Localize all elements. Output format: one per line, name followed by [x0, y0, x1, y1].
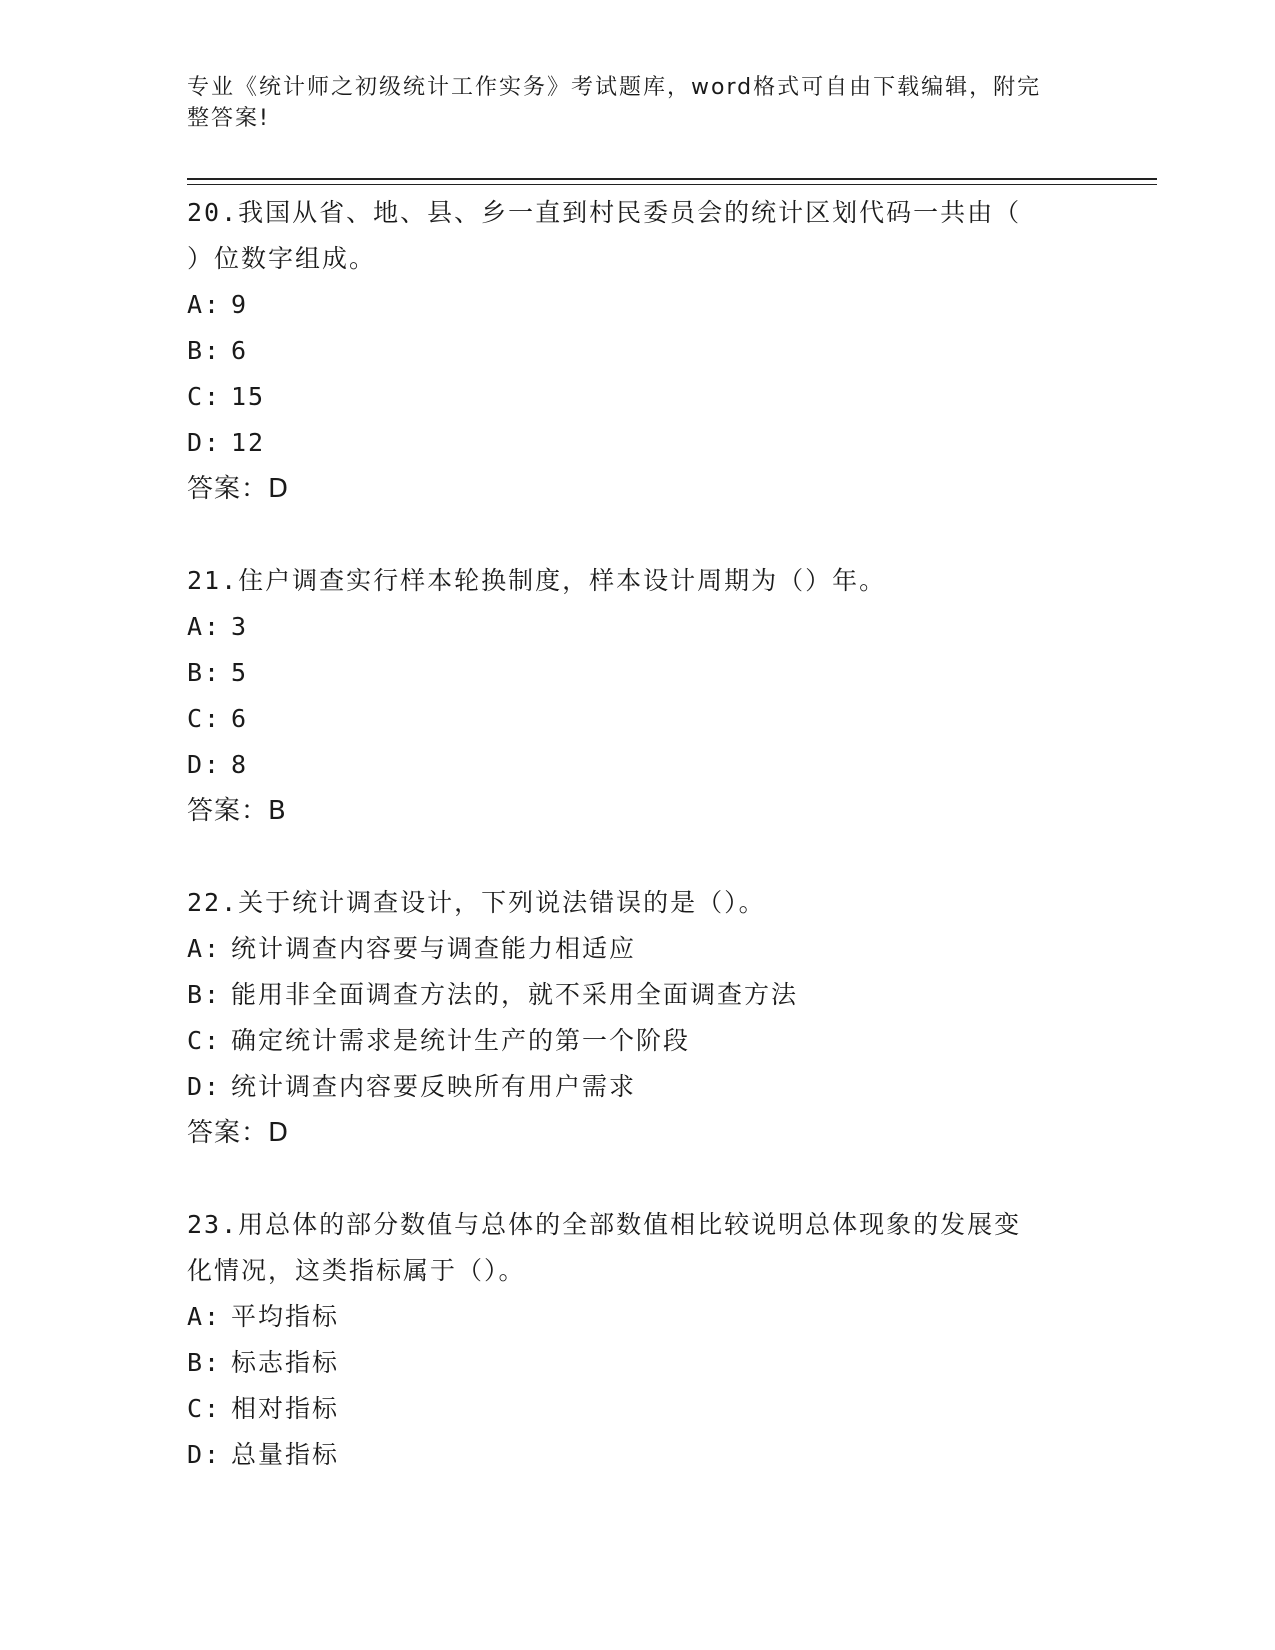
option-c: C: 确定统计需求是统计生产的第一个阶段 — [187, 1026, 691, 1055]
option-c: C: 6 — [187, 704, 249, 733]
option-c: C: 15 — [187, 382, 266, 411]
question-23 — [187, 1202, 1087, 1478]
header-line-2: 整答案! — [187, 106, 270, 131]
answer-label: 答案：D — [187, 1118, 290, 1148]
option-b: B: 6 — [187, 336, 249, 365]
question-22 — [187, 880, 1087, 1156]
question-stem: 20.我国从省、地、县、乡一直到村民委员会的统计区划代码一共由（ ）位数字组成。 — [187, 198, 1022, 273]
option-d: D: 统计调查内容要反映所有用户需求 — [187, 1072, 637, 1101]
option-b: B: 能用非全面调查方法的，就不采用全面调查方法 — [187, 980, 799, 1009]
option-a: A: 统计调查内容要与调查能力相适应 — [187, 934, 637, 963]
header-rule-thick — [187, 178, 1157, 180]
option-d: D: 总量指标 — [187, 1440, 340, 1469]
option-a: A: 平均指标 — [187, 1302, 340, 1331]
option-a: A: 9 — [187, 290, 249, 319]
option-b: B: 标志指标 — [187, 1348, 340, 1377]
option-a: A: 3 — [187, 612, 249, 641]
document-header — [187, 72, 1087, 134]
header-line-1: 专业《统计师之初级统计工作实务》考试题库，word格式可自由下载编辑，附完 — [187, 75, 1042, 100]
header-rule-thin — [187, 184, 1157, 185]
question-list — [187, 190, 1087, 1524]
question-stem: 23.用总体的部分数值与总体的全部数值相比较说明总体现象的发展变 化情况，这类指标属于（）。 — [187, 1210, 1022, 1285]
question-20 — [187, 190, 1087, 512]
option-d: D: 8 — [187, 750, 249, 779]
answer-label: 答案：B — [187, 796, 287, 826]
question-stem: 21.住户调查实行样本轮换制度，样本设计周期为（）年。 — [187, 566, 887, 595]
option-b: B: 5 — [187, 658, 249, 687]
option-d: D: 12 — [187, 428, 266, 457]
answer-label: 答案：D — [187, 474, 290, 504]
question-stem: 22.关于统计调查设计，下列说法错误的是（）。 — [187, 888, 766, 917]
option-c: C: 相对指标 — [187, 1394, 340, 1423]
question-21 — [187, 558, 1087, 834]
